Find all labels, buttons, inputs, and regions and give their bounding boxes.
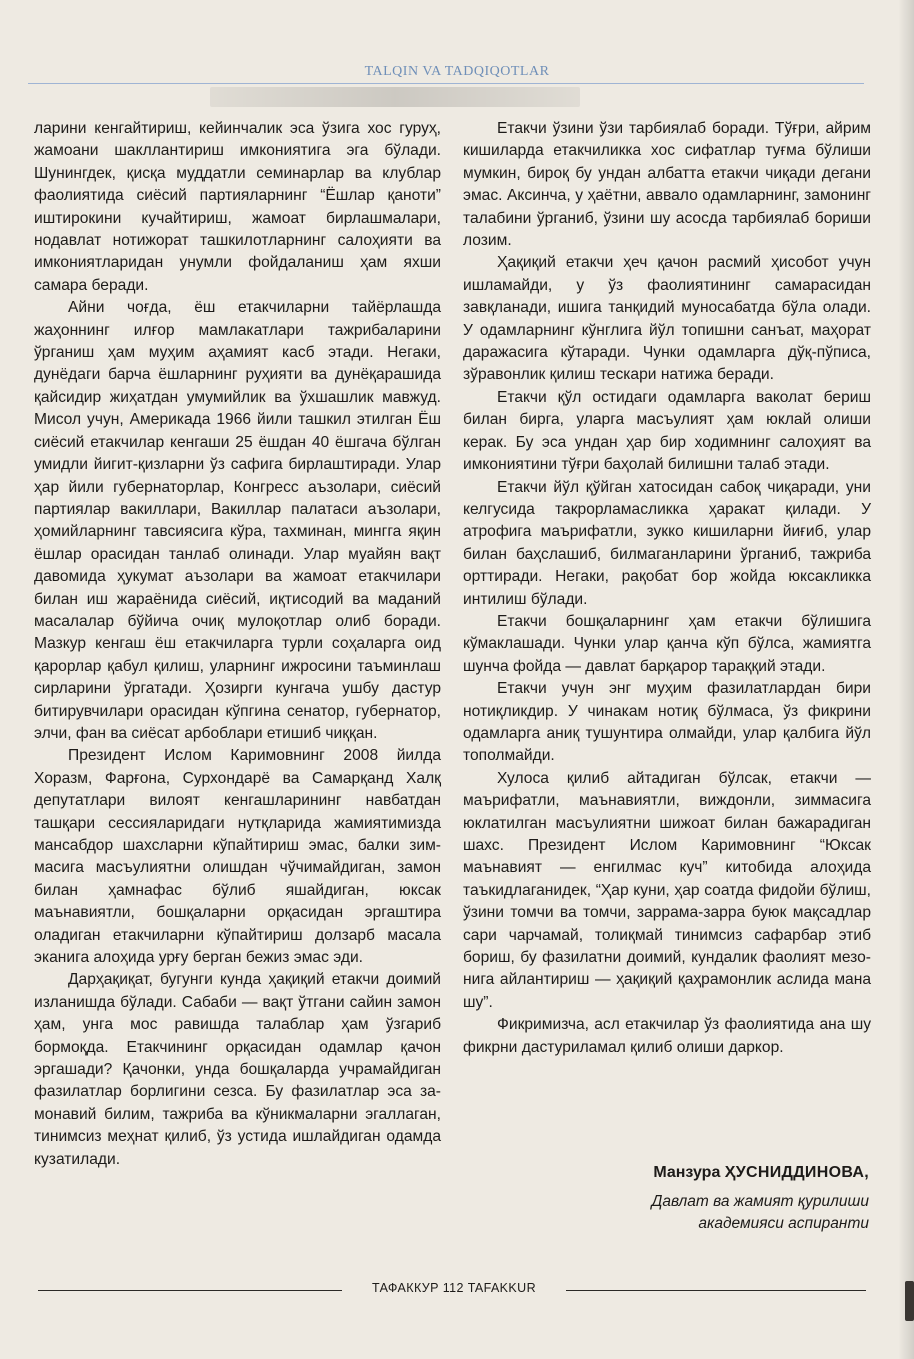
footer-rule-right [566, 1290, 866, 1291]
show-through-band [210, 87, 580, 107]
right-column [463, 118, 871, 1059]
paragraph: Етакчи йўл қўйган хатосидан сабоқ чиқаради, уни келгусида такрорламасликка ҳаракат қилади. У атрофига маърифатли, зукко кишиларни йиғиб, улар билан баҳслашиб, билмаганларини ўрганиб, тажриба орттиради. Негаки, рақобат бор жойда юксакликка интилиш бўлади. [463, 478, 871, 608]
paragraph: Етакчи учун энг муҳим фазилатлардан бири нотиқликдир. У чинакам нотиқ бўлмаса, ўз фикрини одамларга аниқ тушунтира олмайди, улар қалбига йўл тополмайди. [463, 680, 871, 765]
paragraph: ларини кенгайтириш, кейинчалик эса ўзига хос гуруҳ, жамоани шакллантириш имкониятига эга бўлади. Шунингдек, қисқа муддатли семинарлар ва клублар фаолиятида сиёсий партияларнинг “Ёшлар қаноти” иштирокини кучайтириш, жамоат бирлашмалари, нодавлат нотижорат ташкилотларнинг салоҳияти ва имкониятларидан унумли фойдаланиш ҳам яхши самара беради. [34, 120, 441, 294]
paragraph: Хулоса қилиб айтадиган бўлсак, етакчи — маърифатли, маънавиятли, виждонли, зиммасига юклатилган масъулиятни шижоат билан бажарадиган шахс. Президент Ислом Каримовнинг “Юксак маънавият — енгилмас куч” китобида алоҳида таъкидлаганидек, “Ҳар куни, ҳар соатда фидойи бўлиш, ўзини томчи ва томчи, заррама-зарра буюк мақсадлар сари чарчамай, толиқмай тинимсиз сафарбар этиб бориш, бу фазилатни доимий, кундалик фаолият мезонига айлантириш — ҳақиқий қаҳрамонлик аслида мана шу”. [463, 769, 871, 1011]
left-column [34, 118, 441, 1171]
edge-tab-mark [905, 1281, 914, 1321]
paragraph: Дарҳақиқат, бугунги кунда ҳақиқий етакчи доимий изланишда бўлади. Сабаби — вақт ўтгани сайин замон ҳам, унга мос равишда талаблар ҳам ўзгариб бормоқда. Етакчининг орқасидан одамлар қачон эргашади? Қачонки, унда бошқаларда учрамайдиган фазилатлар борлигини сезса. Бу фазилатлар эса замонавий билим, тажриба ва кўникмаларни эгаллаган, тинимсиз меҳнат қилиб, ўз устида ишлайдиган одамда кузатилади. [34, 971, 441, 1168]
affiliation-line: Давлат ва жамият қурилиши [651, 1193, 869, 1210]
paragraph: Етакчи қўл остидаги одамларга ваколат бериш билан бирга, уларга масъулият ҳам юклай олиши керак. Бу эса ундан ҳар бир ходимнинг салоҳият ва имкониятини тўғри баҳолай билишни талаб этади. [463, 388, 871, 474]
author-surname: ҲУСНИДДИНОВА, [724, 1164, 869, 1181]
footer-rule-left [38, 1290, 342, 1291]
author-first-name: Манзура [653, 1164, 725, 1181]
header-divider [28, 83, 864, 84]
affiliation-line: академияси аспиранти [698, 1215, 869, 1232]
paragraph: Ҳақиқий етакчи ҳеч қачон расмий ҳисобот учун ишламайди, у ўз фаолиятининг самарасидан завқланади, ишига танқидий муносабатда бўла олади. У одамларнинг кўнглига йўл топишни санъат, маҳорат даражасига кўтаради. Чунки одамларга дўқ-пўписа, зўравонлик қилиш тескари натижа беради. [463, 254, 871, 384]
paragraph: Президент Ислом Каримовнинг 2008 йилда Хоразм, Фарғона, Сурхондарё ва Самарқанд Халқ депутатлари вилоят кенгашларининг навбатдан ташқари сессияларидаги нутқларида жамиятимизда мансабдор шахсларни кўпайтириш эмас, балки зиммасига масъулиятни олишдан чўчимайдиган, замон билан ҳамнафас бўлиб яшайдиган, юксак маънавиятли, бошқаларни орқасидан эргаштира оладиган етакчиларни кўпайтириш долзарб масала эканига алоҳида урғу берган бежиз эмас эди. [34, 747, 441, 967]
paragraph: Айни чоғда, ёш етакчиларни тайёрлашда жаҳоннинг илғор мамлакатлари тажрибаларини ўрганиш ҳам муҳим аҳамият касб этади. Негаки, дунёдаги барча ёшларнинг руҳияти ва дунёқарашида қайсидир жиҳатдан умумийлик ва ўхшашлик мавжуд. Мисол учун, Америкада 1966 йили ташкил этилган Ёш сиёсий етакчилар кенгаши 25 ёшдан 40 ёшгача бўлган умидли йигит-қизларни ўз сафига бирлаштиради. Улар ҳар йили губернаторлар, Конгресс аъзолари, сиёсий партиялар вакиллари, Вакиллар палатаси аъзолари, ҳомийларнинг тавсиясига кўра, тахминан, мингга яқин ёшлар орасидан танлаб олинади. Улар муайян вақт давомида ҳукумат аъзолари ва жамоат етакчилари билан иш жараёнида сиёсий, иқтисодий ва маданий масалалар бўйича очиқ мулоқотлар олиб боради. Мазкур кенгаш ёш етакчиларга турли соҳаларга оид қарорлар қабул қилиш, уларнинг ижросини таъминлаш сирларини ўргатади. Ҳозирги кунгача ушбу дастур битирувчилари орасидан кўпгина сенатор, губернатор, элчи, фан ва сиёсат арбоблари етишиб чиққан. [34, 299, 441, 742]
paragraph: Етакчи ўзини ўзи тарбиялаб боради. Тўғри, айрим кишиларда етакчиликка хос сифатлар туғма бўлиши мумкин, бироқ бу ундан албатта етакчи чиқади дегани эмас. Аксинча, у ҳаётни, аввало одамларнинг, замонинг талабини ўрганиб, ўзини шу асосда тарбиялаб бориши лозим. [463, 120, 871, 250]
running-header: TALQIN VA TADQIQOTLAR [364, 64, 550, 79]
page-edge-shadow [898, 0, 914, 1359]
page-footer: ТАФАККУР 112 TAFAKKUR [371, 1281, 537, 1295]
paragraph: Фикримизча, асл етакчилар ўз фаолиятида ана шу фикрни дастуриламал қилиб олиши даркор. [463, 1016, 871, 1056]
author-affiliation [463, 1191, 869, 1235]
author-signature [463, 1162, 869, 1184]
paragraph: Етакчи бошқаларнинг ҳам етакчи бўлишига кўмаклашади. Чунки улар қанча кўп бўлса, жамиятга шунча фойда — давлат барқарор тараққий этади. [463, 612, 871, 675]
